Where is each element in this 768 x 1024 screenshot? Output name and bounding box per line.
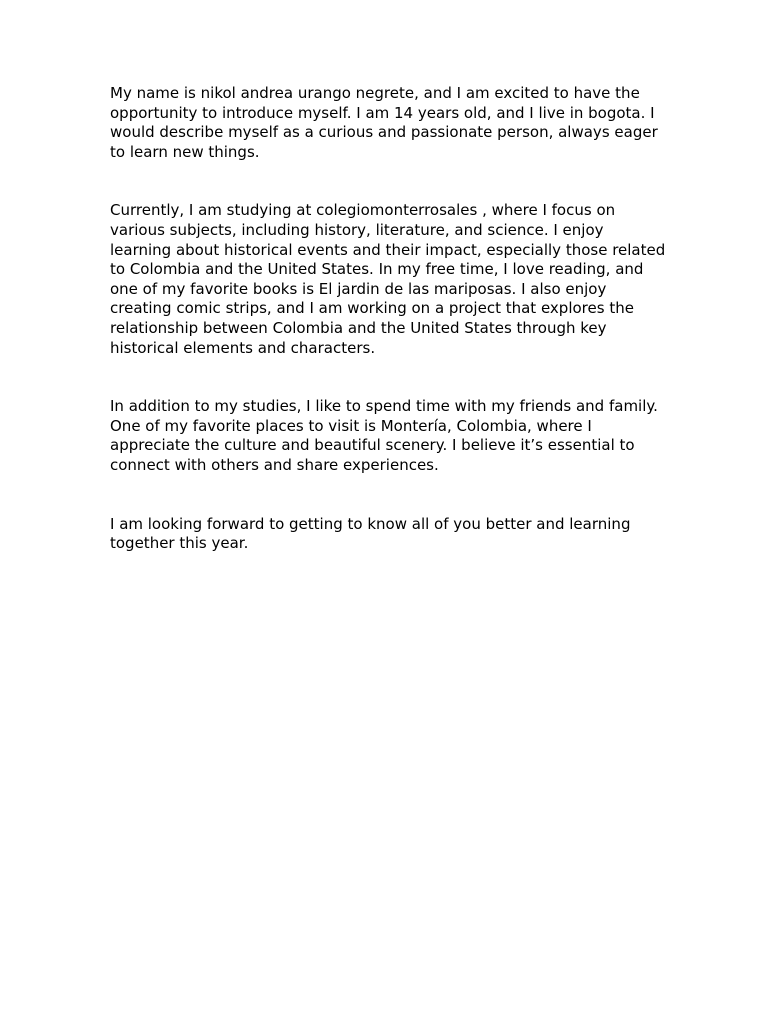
paragraph-closing: I am looking forward to getting to know all of you better and learning together this year. <box>110 514 631 553</box>
paragraph-introduction: My name is nikol andrea urango negrete, and I am excited to have the opportunity to introduce myself. I am 14 years old, and I live in bogota. I would describe myself as a curious and passionate person, always eager to learn new things. <box>110 84 658 161</box>
paragraph-friends-family: In addition to my studies, I like to spend time with my friends and family. One of my favorite places to visit is Montería, Colombia, where I appreciate the culture and beautiful scenery. I believe it’s essential to connect with others and share experiences. <box>110 397 658 474</box>
paragraph-studies: Currently, I am studying at colegiomonterrosales , where I focus on various subjects, including history, literature, and science. I enjoy learning about historical events and their impact, especially those related to Colombia and the United States. In my free time, I love reading, and one of my favorite books is El jardin de las mariposas. I also enjoy creating comic strips, and I am working on a project that explores the relationship between Colombia and the United States through key historical elements and characters. <box>110 201 666 357</box>
document-body <box>110 84 666 554</box>
